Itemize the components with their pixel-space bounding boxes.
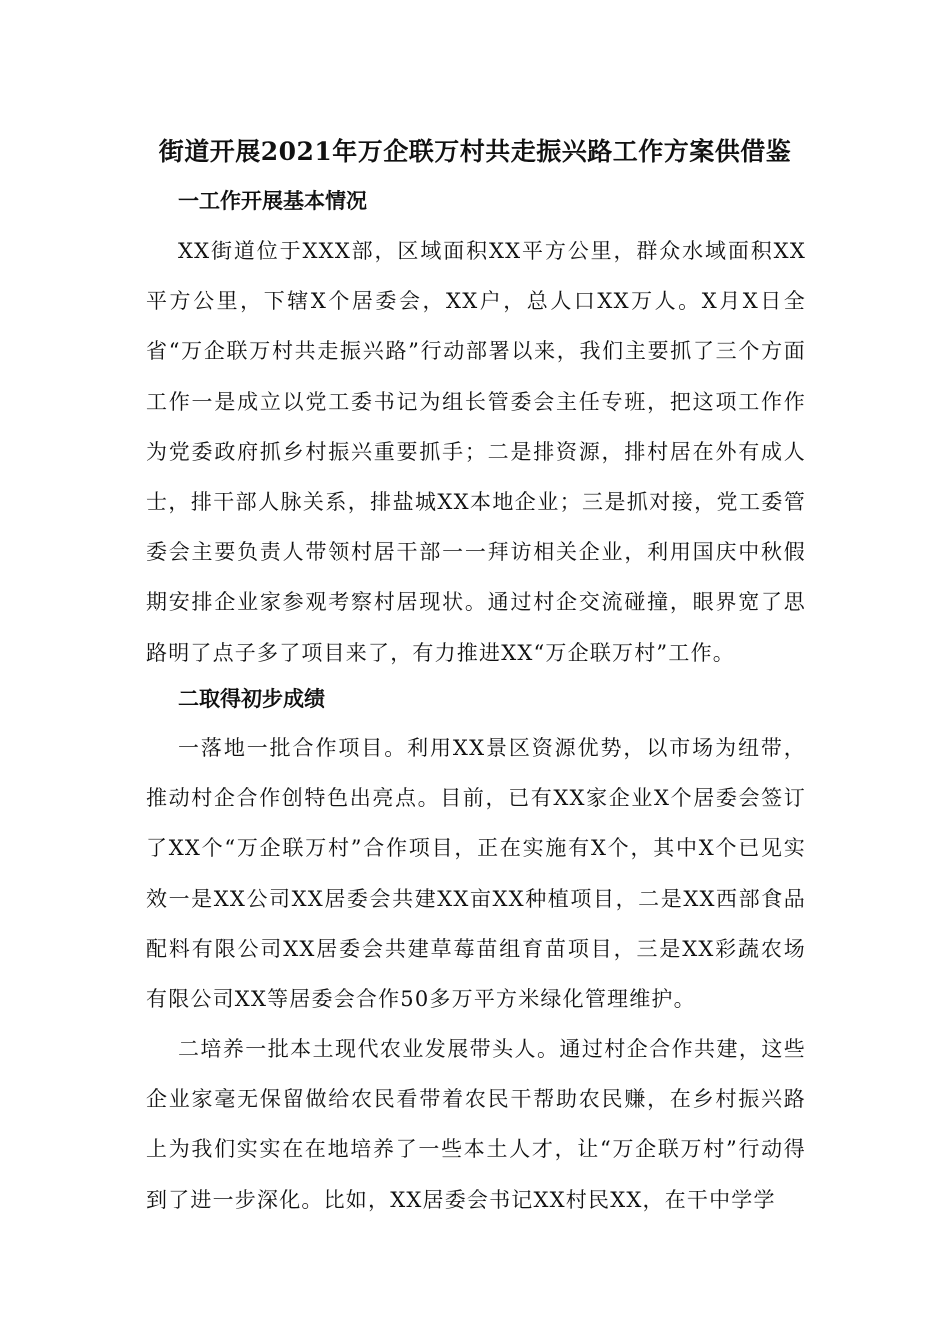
section-heading-basic-situation: 一工作开展基本情况 (178, 188, 367, 213)
paragraph-local-leaders: 二培养一批本土现代农业发展带头人。通过村企合作共建，这些企业家毫无保留做给农民看带着农民干帮助农民赚，在乡村振兴路上为我们实实在在地培养了一些本土人才，让“万企联万村”行动得到了进一步深化。比如，XX居委会书记XX村民XX，在干中学学 (146, 1037, 806, 1212)
section-heading-preliminary-results: 二取得初步成绩 (178, 686, 325, 711)
paragraph-cooperation-projects: 一落地一批合作项目。利用XX景区资源优势，以市场为纽带，推动村企合作创特色出亮点。目前，已有XX家企业X个居委会签订了XX个“万企联万村”合作项目，正在实施有X个，其中X个已见实效一是XX公司XX居委会共建XX亩XX种植项目，二是XX西部食品配料有限公司XX居委会共建草莓苗组育苗项目，三是XX彩蔬农场有限公司XX等居委会合作50多万平方米绿化管理维护。 (146, 736, 806, 1012)
paragraph-basic-situation: XX街道位于XXX部，区域面积XX平方公里，群众水域面积XX平方公里，下辖X个居委会，XX户，总人口XX万人。X月X日全省“万企联万村共走振兴路”行动部署以来，我们主要抓了三个方面工作一是成立以党工委书记为组长管委会主任专班，把这项工作作为党委政府抓乡村振兴重要抓手；二是排资源，排村居在外有成人士，排干部人脉关系，排盐城XX本地企业；三是抓对接，党工委管委会主要负责人带领村居干部一一拜访相关企业，利用国庆中秋假期安排企业家参观考察村居现状。通过村企交流碰撞，眼界宽了思路明了点子多了项目来了，有力推进XX“万企联万村”工作。 (146, 239, 806, 665)
document-title: 街道开展2021年万企联万村共走振兴路工作方案供借鉴 (158, 137, 792, 166)
